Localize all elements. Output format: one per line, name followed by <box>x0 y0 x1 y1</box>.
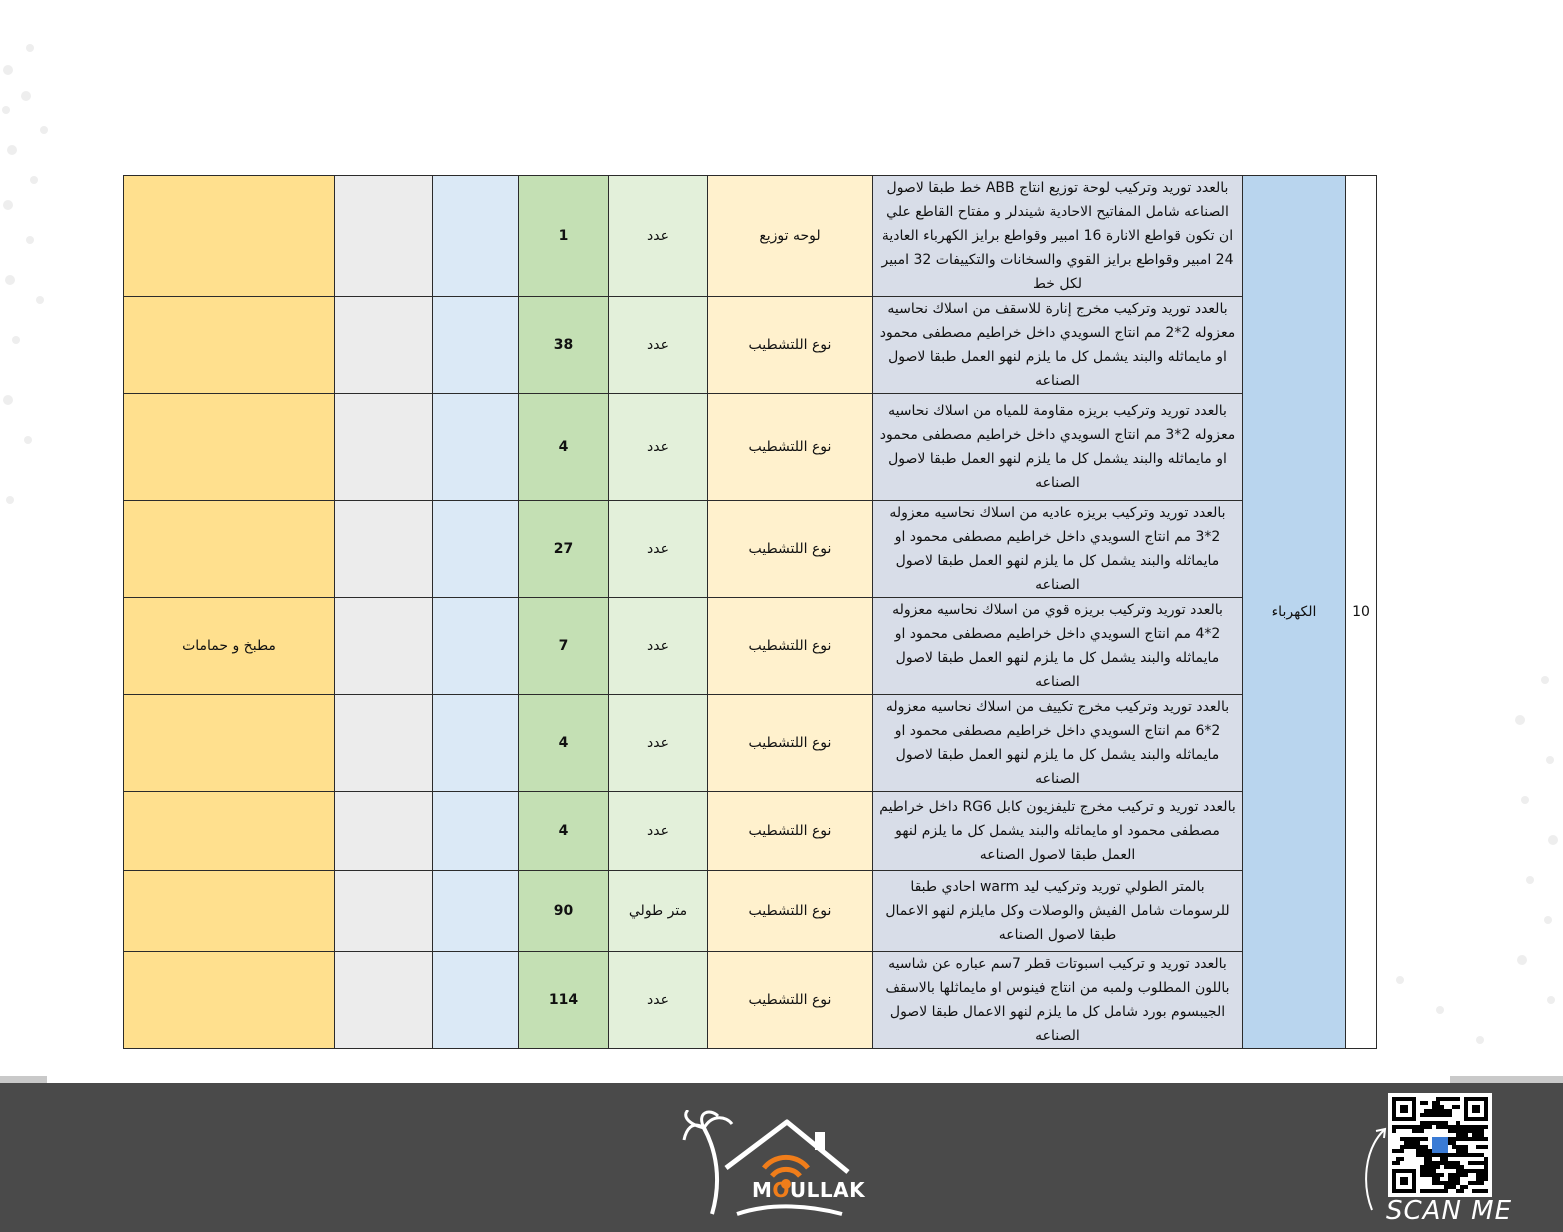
quantity-cell: 4 <box>519 792 609 871</box>
empty-cell <box>433 297 519 394</box>
location-cell: مطبخ و حمامات <box>124 598 335 695</box>
description-cell <box>873 176 1243 297</box>
empty-cell <box>335 297 433 394</box>
unit-cell: عدد <box>609 297 708 394</box>
unit-cell: عدد <box>609 598 708 695</box>
location-cell <box>124 297 335 394</box>
empty-cell <box>335 598 433 695</box>
empty-cell <box>433 501 519 598</box>
brand-letter-o: O <box>772 1178 790 1202</box>
item-type-cell: نوع اللتشطيب <box>708 297 873 394</box>
description-cell <box>873 871 1243 952</box>
description-text: بالعدد توريد وتركيب بريزه عاديه من اسلاك نحاسيه معزوله 2*3 مم انتاج السويدي داخل خراطيم مصطفى محمود او مايماثله والبند يشمل كل ما يلزم لنهو العمل طبقا لاصول الصناعه <box>889 505 1226 593</box>
quantity-cell: 4 <box>519 394 609 501</box>
unit-cell: عدد <box>609 501 708 598</box>
unit-cell: متر طولي <box>609 871 708 952</box>
location-cell <box>124 394 335 501</box>
moullak-logo-icon <box>682 1110 882 1220</box>
table-row <box>124 871 1377 952</box>
item-type-cell: لوحه توزيع <box>708 176 873 297</box>
description-cell <box>873 695 1243 792</box>
brand-wordmark <box>752 1178 865 1202</box>
table-row <box>124 695 1377 792</box>
empty-cell <box>335 871 433 952</box>
description-text: بالعدد توريد وتركيب مخرج تكييف من اسلاك نحاسيه معزوله 2*6 مم انتاج السويدي داخل خراطيم مصطفى محمود او مايماثله والبند يشمل كل ما يلزم لنهو العمل طبقا لاصول الصناعه <box>885 699 1230 787</box>
scan-me-label: SCAN ME <box>1386 1196 1513 1226</box>
empty-cell <box>433 695 519 792</box>
description-text: بالعدد توريد وتركيب لوحة توزيع انتاج ABB خط طبقا لاصول الصناعه شامل المفاتيح الاحادية شيندلر و مفتاح القاطع علي ان تكون قواطع الانارة 16 امبير وقواطع برايز الكهرباء العادية 24 امبير وقواطع برايز القوي والسخانات والتكييفات 32 امبير لكل خط <box>881 180 1234 292</box>
unit-cell: عدد <box>609 952 708 1049</box>
location-cell <box>124 952 335 1049</box>
item-type-cell: نوع اللتشطيب <box>708 792 873 871</box>
qr-code-icon[interactable] <box>1388 1093 1492 1197</box>
bill-of-quantities-table-container <box>123 175 1376 1044</box>
empty-cell <box>335 176 433 297</box>
location-cell <box>124 792 335 871</box>
table-row <box>124 792 1377 871</box>
brand-letters-rest: ULLAK <box>789 1178 866 1202</box>
quantity-cell: 1 <box>519 176 609 297</box>
quantity-cell: 114 <box>519 952 609 1049</box>
item-number-cell: 10 <box>1346 176 1377 1049</box>
location-cell <box>124 871 335 952</box>
location-cell <box>124 695 335 792</box>
description-cell <box>873 297 1243 394</box>
table-row <box>124 952 1377 1049</box>
quantity-cell: 4 <box>519 695 609 792</box>
description-text: بالعدد توريد وتركيب بريزه قوي من اسلاك نحاسيه معزوله 2*4 مم انتاج السويدي داخل خراطيم مصطفى محمود او مايماثله والبند يشمل كل ما يلزم لنهو العمل طبقا لاصول الصناعه <box>892 602 1223 690</box>
unit-cell: عدد <box>609 394 708 501</box>
table-row <box>124 297 1377 394</box>
description-cell <box>873 792 1243 871</box>
empty-cell <box>335 792 433 871</box>
description-cell <box>873 501 1243 598</box>
table-row <box>124 394 1377 501</box>
empty-cell <box>433 792 519 871</box>
description-text: بالعدد توريد وتركيب بريزه مقاومة للمياه من اسلاك نحاسيه معزوله 2*3 مم انتاج السويدي داخل خراطيم مصطفى محمود او مايماثله والبند يشمل كل ما يلزم لنهو العمل طبقا لاصول الصناعه <box>879 403 1236 491</box>
empty-cell <box>433 952 519 1049</box>
empty-cell <box>335 952 433 1049</box>
unit-cell: عدد <box>609 176 708 297</box>
description-text: بالمتر الطولي توريد وتركيب ليد warm احادي طبقا للرسومات شامل الفيش والوصلات وكل مايلزم لنهو الاعمال طبقا لاصول الصناعه <box>885 879 1230 943</box>
empty-cell <box>335 695 433 792</box>
item-type-cell: نوع اللتشطيب <box>708 952 873 1049</box>
table-row <box>124 501 1377 598</box>
empty-cell <box>335 394 433 501</box>
empty-cell <box>335 501 433 598</box>
location-cell <box>124 176 335 297</box>
description-cell <box>873 952 1243 1049</box>
empty-cell <box>433 176 519 297</box>
item-type-cell: نوع اللتشطيب <box>708 598 873 695</box>
bill-of-quantities-table <box>123 175 1377 1049</box>
unit-cell: عدد <box>609 792 708 871</box>
table-row <box>124 176 1377 297</box>
empty-cell <box>433 598 519 695</box>
description-text: بالعدد توريد و تركيب اسبوتات قطر 7سم عباره عن شاسيه باللون المطلوب ولمبه من انتاج فينوس او مايماثلها بالاسقف الجيبسوم بورد شامل كل ما يلزم لنهو الاعمال طبقا لاصول الصناعه <box>885 956 1230 1044</box>
item-type-cell: نوع اللتشطيب <box>708 394 873 501</box>
item-type-cell: نوع اللتشطيب <box>708 501 873 598</box>
brand-letter-m: M <box>752 1178 773 1202</box>
quantity-cell: 38 <box>519 297 609 394</box>
item-type-cell: نوع اللتشطيب <box>708 871 873 952</box>
item-type-cell: نوع اللتشطيب <box>708 695 873 792</box>
category-cell: الكهرباء <box>1243 176 1346 1049</box>
table-row <box>124 598 1377 695</box>
description-text: بالعدد توريد وتركيب مخرج إنارة للاسقف من اسلاك نحاسيه معزوله 2*2 مم انتاج السويدي داخل خراطيم مصطفى محمود او مايماثله والبند يشمل كل ما يلزم لنهو العمل طبقا لاصول الصناعه <box>879 301 1236 389</box>
description-text: بالعدد توريد و تركيب مخرج تليفزيون كابل RG6 داخل خراطيم مصطفى محمود او مايماثله والبند يشمل كل ما يلزم لنهو العمل طبقا لاصول الصناعه <box>879 799 1236 863</box>
empty-cell <box>433 394 519 501</box>
quantity-cell: 27 <box>519 501 609 598</box>
description-cell <box>873 598 1243 695</box>
quantity-cell: 7 <box>519 598 609 695</box>
description-cell <box>873 394 1243 501</box>
quantity-cell: 90 <box>519 871 609 952</box>
empty-cell <box>433 871 519 952</box>
location-cell <box>124 501 335 598</box>
unit-cell: عدد <box>609 695 708 792</box>
